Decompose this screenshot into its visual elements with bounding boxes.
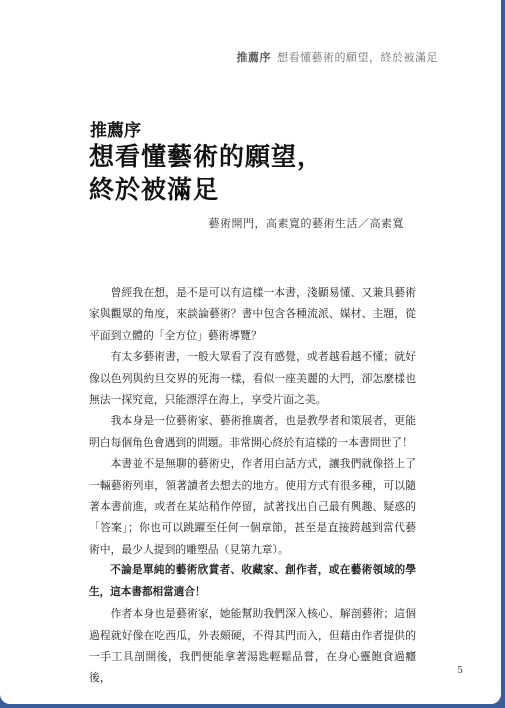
title-line: 終於被滿足 [89, 175, 220, 204]
page-title [89, 140, 449, 206]
section-label: 推薦序 [90, 121, 141, 141]
page-number: 5 [457, 666, 463, 676]
paragraph: 作者本身也是藝術家，她能幫助我們深入核心、解剖藝術；這個過程就好像在吃西瓜，外表頗硬，不得其門而入，但藉由作者提供的一手工具剖開後，我們便能拿著湯匙輕鬆品嘗，在身心靈飽食過癮後， [89, 607, 416, 685]
body-text [89, 282, 416, 689]
running-head-label: 推薦序 [236, 51, 271, 64]
title-line: 想看懂藝術的願望， [89, 142, 324, 171]
paragraph: 有太多藝術書，一般大眾看了沒有感覺，或者越看越不懂；就好像以色列與約旦交界的死海一樣，看似一座美麗的大門，卻怎麼樣也無法一探究竟，只能漂浮在海上，享受片面之美。 [89, 350, 416, 407]
running-head-title: 想看懂藝術的願望，終於被滿足 [277, 51, 438, 64]
paragraph-emphasis: 不論是單純的藝術欣賞者、收藏家、創作者，或在藝術領域的學生，這本書都相當適合！ [89, 564, 416, 598]
paragraph: 我本身是一位藝術家、藝術推廣者，也是教學者和策展者，更能明白每個角色會遇到的問題。非常開心終於有這樣的一本書問世了！ [89, 414, 416, 449]
byline: 藝術開門，高素寬的藝術生活／高素寬 [208, 217, 404, 230]
paragraph: 曾經我在想，是不是可以有這樣一本書，淺顯易懂、又兼具藝術家與觀眾的角度，來談論藝術？書中包含各種流派、媒材、主題，從平面到立體的「全方位」藝術導覽？ [89, 286, 416, 342]
running-head [237, 49, 439, 65]
paragraph: 本書並不是無聊的藝術史，作者用白話方式，讓我們就像搭上了一輛藝術列車，領著讀者去想去的地方。使用方式有很多種，可以隨著本書前進，或者在某站稍作停留，試著找出自己最有興趣、疑惑的「答案」；你也可以跳躍至任何一個章節，甚至是直接跨越到當代藝術中，最少人提到的雕塑品（見第九章）。 [89, 457, 416, 556]
